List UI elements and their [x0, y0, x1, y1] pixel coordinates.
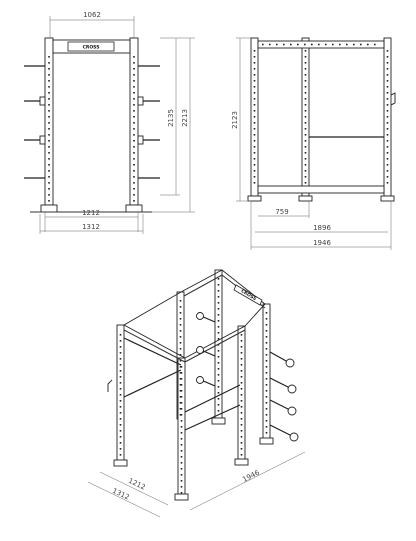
front-inner-height-label: 2135	[167, 109, 175, 127]
post-hole	[305, 98, 307, 100]
post-hole	[133, 128, 135, 130]
post-hole	[48, 182, 50, 184]
post-hole	[241, 394, 243, 396]
post-hole	[180, 348, 182, 350]
post-hole	[387, 104, 389, 106]
post-hole	[387, 128, 389, 130]
post-hole	[120, 382, 122, 384]
post-hole	[387, 68, 389, 70]
beam-hole	[290, 44, 292, 46]
post-hole	[120, 352, 122, 354]
post-hole	[241, 388, 243, 390]
beam-hole	[332, 44, 334, 46]
beam-hole	[283, 44, 285, 46]
post-hole	[241, 346, 243, 348]
post-hole	[180, 300, 182, 302]
post-hole	[120, 334, 122, 336]
post-hole	[48, 98, 50, 100]
post-hole	[218, 374, 220, 376]
post-hole	[180, 342, 182, 344]
beam-hole	[297, 44, 299, 46]
post-hole	[48, 80, 50, 82]
post-hole	[266, 330, 268, 332]
post-hole	[181, 462, 183, 464]
post-hole	[305, 164, 307, 166]
post-hole	[218, 332, 220, 334]
post-hole	[266, 420, 268, 422]
iso-top-beam-left	[124, 330, 185, 362]
post-hole	[387, 56, 389, 58]
post-hole	[241, 442, 243, 444]
post-hole	[120, 406, 122, 408]
post-hole	[305, 74, 307, 76]
beam-hole	[318, 44, 320, 46]
post-hole	[133, 98, 135, 100]
post-hole	[48, 176, 50, 178]
post-hole	[387, 152, 389, 154]
post-hole	[180, 402, 182, 404]
side-section-label: 759	[275, 208, 289, 216]
post-hole	[133, 62, 135, 64]
post-hole	[305, 110, 307, 112]
post-hole	[133, 188, 135, 190]
post-hole	[218, 380, 220, 382]
post-hole	[387, 50, 389, 52]
post-hole	[387, 164, 389, 166]
post-hole	[133, 158, 135, 160]
iso-depth-label: 1946	[241, 468, 261, 484]
post-hole	[305, 104, 307, 106]
post-hole	[133, 110, 135, 112]
post-hole	[241, 418, 243, 420]
post-hole	[48, 146, 50, 148]
post-hole	[387, 92, 389, 94]
post-hole	[241, 424, 243, 426]
side-view	[231, 38, 395, 250]
post-hole	[180, 324, 182, 326]
post-hole	[48, 68, 50, 70]
post-hole	[305, 122, 307, 124]
post-hole	[305, 56, 307, 58]
post-hole	[181, 432, 183, 434]
iso-foot-3	[235, 459, 248, 465]
iso-width-inner-label: 1212	[127, 476, 147, 492]
post-hole	[48, 74, 50, 76]
post-hole	[387, 98, 389, 100]
post-hole	[120, 370, 122, 372]
post-hole	[48, 134, 50, 136]
post-hole	[120, 400, 122, 402]
post-hole	[218, 398, 220, 400]
post-hole	[133, 170, 135, 172]
post-hole	[218, 296, 220, 298]
post-hole	[133, 182, 135, 184]
post-hole	[48, 194, 50, 196]
post-hole	[266, 366, 268, 368]
post-hole	[180, 378, 182, 380]
post-hole	[120, 418, 122, 420]
post-hole	[218, 392, 220, 394]
post-hole	[120, 448, 122, 450]
post-hole	[241, 358, 243, 360]
post-hole	[48, 140, 50, 142]
iso-foot-2	[175, 494, 188, 500]
beam-hole	[346, 44, 348, 46]
post-hole	[266, 426, 268, 428]
post-hole	[133, 140, 135, 142]
post-hole	[180, 312, 182, 314]
iso-width-outer-label: 1312	[111, 486, 131, 502]
post-hole	[48, 164, 50, 166]
post-hole	[305, 92, 307, 94]
post-hole	[241, 340, 243, 342]
side-inner-depth-label: 1896	[313, 224, 331, 232]
post-hole	[48, 200, 50, 202]
post-hole	[133, 134, 135, 136]
beam-hole	[269, 44, 271, 46]
post-hole	[180, 330, 182, 332]
post-hole	[241, 454, 243, 456]
post-hole	[266, 432, 268, 434]
post-hole	[387, 62, 389, 64]
post-hole	[120, 412, 122, 414]
post-hole	[305, 182, 307, 184]
post-hole	[305, 50, 307, 52]
post-hole	[48, 110, 50, 112]
post-hole	[254, 164, 256, 166]
beam-hole	[367, 44, 369, 46]
side-hook	[391, 93, 395, 105]
post-hole	[241, 352, 243, 354]
post-hole	[133, 146, 135, 148]
post-hole	[241, 382, 243, 384]
post-hole	[266, 342, 268, 344]
post-hole	[254, 98, 256, 100]
front-logo-text: CROSS	[82, 45, 100, 51]
post-hole	[305, 80, 307, 82]
post-hole	[120, 376, 122, 378]
post-hole	[133, 80, 135, 82]
post-hole	[387, 170, 389, 172]
post-hole	[254, 134, 256, 136]
post-hole	[218, 386, 220, 388]
iso-mid-bar-left	[124, 370, 181, 397]
post-hole	[387, 182, 389, 184]
post-hole	[133, 56, 135, 58]
post-hole	[218, 284, 220, 286]
post-hole	[180, 414, 182, 416]
post-hole	[180, 408, 182, 410]
post-hole	[180, 366, 182, 368]
post-hole	[266, 372, 268, 374]
post-hole	[120, 430, 122, 432]
post-hole	[254, 158, 256, 160]
post-hole	[387, 80, 389, 82]
post-hole	[266, 348, 268, 350]
beam-hole	[276, 44, 278, 46]
post-hole	[266, 318, 268, 320]
post-hole	[120, 436, 122, 438]
front-right-foot	[126, 205, 142, 212]
post-hole	[254, 92, 256, 94]
post-hole	[254, 128, 256, 130]
post-hole	[133, 92, 135, 94]
side-foot-1	[248, 196, 261, 201]
post-hole	[387, 176, 389, 178]
post-hole	[120, 454, 122, 456]
post-hole	[305, 158, 307, 160]
post-hole	[387, 146, 389, 148]
post-hole	[181, 480, 183, 482]
side-height-label: 2123	[231, 111, 239, 129]
post-hole	[180, 396, 182, 398]
post-hole	[241, 406, 243, 408]
post-hole	[305, 134, 307, 136]
post-hole	[180, 318, 182, 320]
post-hole	[305, 176, 307, 178]
post-hole	[218, 308, 220, 310]
post-hole	[120, 424, 122, 426]
post-hole	[254, 152, 256, 154]
post-hole	[133, 176, 135, 178]
side-foot-3	[381, 196, 394, 201]
post-hole	[120, 346, 122, 348]
front-overall-width-label: 1312	[82, 223, 100, 231]
post-hole	[266, 324, 268, 326]
post-hole	[387, 122, 389, 124]
post-hole	[254, 80, 256, 82]
front-base-width-label: 1212	[82, 209, 100, 217]
iso-foot-5	[212, 418, 225, 424]
post-hole	[387, 140, 389, 142]
post-hole	[120, 394, 122, 396]
side-foot-2	[299, 196, 312, 201]
iso-view	[88, 270, 305, 517]
post-hole	[266, 384, 268, 386]
post-hole	[48, 104, 50, 106]
post-hole	[120, 388, 122, 390]
post-hole	[133, 164, 135, 166]
post-hole	[133, 152, 135, 154]
post-hole	[48, 188, 50, 190]
post-hole	[266, 354, 268, 356]
post-hole	[266, 360, 268, 362]
post-hole	[120, 340, 122, 342]
post-hole	[266, 378, 268, 380]
side-post-holes	[254, 50, 389, 184]
iso-width-inner-dim	[100, 472, 168, 505]
post-hole	[218, 278, 220, 280]
side-bottom-beam	[258, 186, 384, 193]
iso-bar-front	[185, 405, 240, 430]
post-hole	[305, 140, 307, 142]
post-hole	[254, 68, 256, 70]
post-hole	[254, 146, 256, 148]
post-hole	[48, 122, 50, 124]
post-hole	[241, 370, 243, 372]
post-hole	[387, 116, 389, 118]
iso-foot-1	[114, 460, 127, 466]
beam-hole	[360, 44, 362, 46]
post-hole	[181, 456, 183, 458]
post-hole	[241, 412, 243, 414]
post-hole	[48, 170, 50, 172]
post-hole	[254, 56, 256, 58]
post-hole	[218, 368, 220, 370]
front-left-foot	[41, 205, 57, 212]
post-hole	[241, 400, 243, 402]
post-hole	[387, 110, 389, 112]
post-hole	[254, 62, 256, 64]
post-hole	[48, 128, 50, 130]
iso-bar-front-2	[185, 385, 240, 412]
post-hole	[305, 62, 307, 64]
front-top-width-label: 1062	[83, 11, 101, 19]
beam-hole	[311, 44, 313, 46]
post-hole	[387, 74, 389, 76]
iso-foot-4	[260, 438, 273, 444]
post-hole	[133, 74, 135, 76]
front-post-holes	[48, 56, 135, 202]
post-hole	[254, 104, 256, 106]
post-hole	[48, 158, 50, 160]
post-hole	[254, 86, 256, 88]
post-hole	[305, 170, 307, 172]
post-hole	[254, 176, 256, 178]
post-hole	[254, 170, 256, 172]
post-hole	[254, 50, 256, 52]
post-hole	[254, 122, 256, 124]
post-hole	[133, 122, 135, 124]
post-hole	[218, 314, 220, 316]
post-hole	[133, 104, 135, 106]
post-hole	[266, 414, 268, 416]
post-hole	[305, 146, 307, 148]
post-hole	[254, 116, 256, 118]
post-hole	[181, 492, 183, 494]
post-hole	[181, 438, 183, 440]
front-weight-horns	[24, 66, 160, 178]
iso-hook	[108, 380, 112, 392]
post-hole	[241, 334, 243, 336]
post-hole	[218, 326, 220, 328]
post-hole	[181, 450, 183, 452]
post-hole	[266, 402, 268, 404]
iso-logo-text: CROSS	[239, 289, 257, 302]
post-hole	[305, 116, 307, 118]
post-hole	[387, 158, 389, 160]
post-hole	[218, 404, 220, 406]
post-hole	[133, 194, 135, 196]
post-hole	[266, 408, 268, 410]
post-hole	[120, 358, 122, 360]
post-hole	[218, 290, 220, 292]
post-hole	[218, 362, 220, 364]
post-hole	[180, 336, 182, 338]
post-hole	[181, 420, 183, 422]
post-hole	[181, 426, 183, 428]
beam-hole	[353, 44, 355, 46]
post-hole	[266, 312, 268, 314]
post-hole	[218, 356, 220, 358]
post-hole	[305, 152, 307, 154]
post-hole	[180, 384, 182, 386]
post-hole	[266, 396, 268, 398]
post-hole	[241, 436, 243, 438]
post-hole	[305, 68, 307, 70]
post-hole	[181, 474, 183, 476]
post-hole	[241, 430, 243, 432]
post-hole	[181, 444, 183, 446]
post-hole	[120, 364, 122, 366]
post-hole	[120, 442, 122, 444]
post-hole	[180, 390, 182, 392]
post-hole	[387, 134, 389, 136]
post-hole	[48, 116, 50, 118]
post-hole	[305, 128, 307, 130]
post-hole	[181, 486, 183, 488]
post-hole	[266, 390, 268, 392]
post-hole	[48, 86, 50, 88]
post-hole	[133, 68, 135, 70]
post-hole	[218, 302, 220, 304]
side-outer-depth-label: 1946	[313, 239, 331, 247]
post-hole	[218, 410, 220, 412]
post-hole	[48, 62, 50, 64]
post-hole	[133, 200, 135, 202]
beam-hole	[304, 44, 306, 46]
post-hole	[181, 468, 183, 470]
post-hole	[241, 376, 243, 378]
post-hole	[133, 116, 135, 118]
post-hole	[241, 364, 243, 366]
post-hole	[180, 306, 182, 308]
beam-hole	[374, 44, 376, 46]
front-outer-height-label: 2213	[181, 109, 189, 127]
beam-hole	[339, 44, 341, 46]
post-hole	[133, 86, 135, 88]
beam-hole	[325, 44, 327, 46]
post-hole	[254, 110, 256, 112]
post-hole	[241, 448, 243, 450]
post-hole	[305, 86, 307, 88]
post-hole	[387, 86, 389, 88]
post-hole	[266, 336, 268, 338]
post-hole	[218, 320, 220, 322]
iso-front-left-post	[117, 325, 124, 462]
post-hole	[254, 140, 256, 142]
front-view	[24, 11, 195, 234]
post-hole	[48, 92, 50, 94]
post-hole	[48, 56, 50, 58]
post-hole	[48, 152, 50, 154]
post-hole	[254, 74, 256, 76]
post-hole	[218, 350, 220, 352]
post-hole	[180, 372, 182, 374]
post-hole	[254, 182, 256, 184]
beam-hole	[262, 44, 264, 46]
